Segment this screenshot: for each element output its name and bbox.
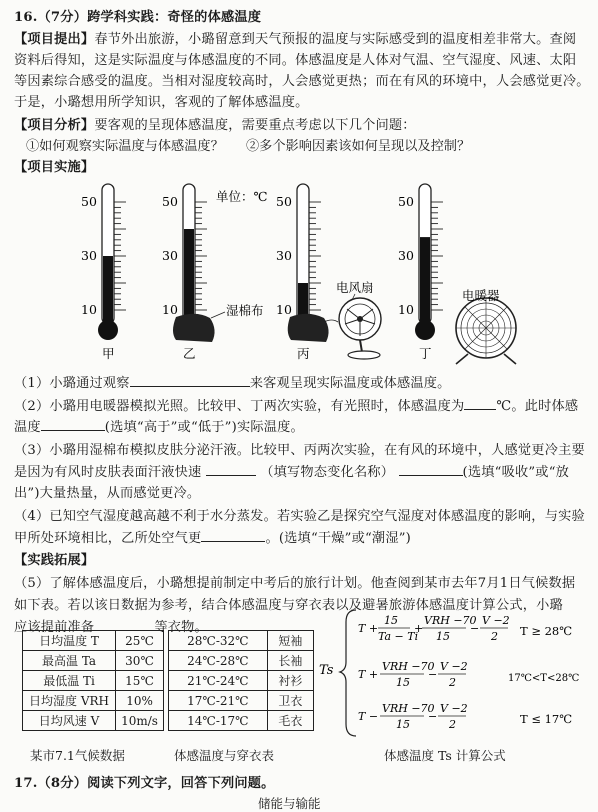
formula-caption: 体感温度 Ts 计算公式	[384, 748, 506, 763]
climate-cell: 日均风速 V	[23, 711, 116, 731]
fan-label: 电风扇	[336, 280, 374, 295]
q2-text-a: （2）小璐用电暖器模拟光照。比较甲、丁两次实验，有光照时，体感温度为	[14, 399, 465, 414]
q4-text-b: 甲所处环境相比，乙所处空气更	[14, 531, 202, 546]
clothing-row	[169, 711, 314, 731]
svg-text:Ta − Ti: Ta − Ti	[378, 630, 419, 643]
question-title: 16.（7分）跨学科实践：奇怪的体感温度	[14, 10, 262, 25]
clothing-row	[169, 651, 314, 671]
clothing-row	[169, 671, 314, 691]
tick-label: 50	[398, 194, 414, 209]
electric-heater-icon	[456, 298, 516, 364]
analysis-head: 【项目分析】	[14, 118, 95, 133]
tick-label: 10	[162, 302, 178, 317]
clothing-cell: 卫衣	[267, 691, 313, 711]
climate-cell: 30℃	[116, 651, 164, 671]
thermometer-liquid	[184, 229, 194, 324]
intro-head: 【项目提出】	[14, 32, 95, 47]
experiment-figure	[0, 172, 598, 368]
climate-row	[23, 631, 164, 651]
q2-answer-blank-2[interactable]	[41, 418, 105, 431]
climate-cell: 25℃	[116, 631, 164, 651]
issue-1: ①如何观察实际温度与体感温度？	[26, 139, 224, 154]
tick-label: 30	[276, 248, 292, 263]
intro-line-2: 资料后得知，这是实际温度与体感温度的不同。体感温度是人体对气温、空气湿度、风速、太阳	[14, 53, 577, 68]
formula-ts: Ts	[319, 663, 334, 678]
svg-text:−: −	[428, 668, 438, 681]
clothing-cell: 17℃-21℃	[169, 691, 268, 711]
svg-text:2: 2	[491, 630, 498, 643]
q2-answer-blank-1[interactable]	[464, 397, 496, 410]
q3-line-3: 出”)大量热量，从而感觉更冷。	[14, 486, 201, 501]
formula-cond-3: T ≤ 17℃	[520, 712, 573, 726]
q4-line-2	[14, 527, 411, 546]
climate-cell: 最高温 Ta	[23, 651, 116, 671]
svg-text:V −2: V −2	[440, 660, 468, 673]
intro-line-1	[14, 28, 576, 47]
tick-label: 50	[276, 194, 292, 209]
thermometer-liquid	[103, 256, 113, 324]
svg-text:15: 15	[396, 676, 410, 689]
intro-text: 春节外出旅游，小璐留意到天气预报的温度与实际感受到的温度相差非常大。查阅	[94, 32, 577, 47]
extension-head: 【实践拓展】	[14, 553, 95, 568]
tick-label: 30	[81, 248, 97, 263]
q1-text-b: 来客观呈现实际温度或体感温度。	[249, 376, 451, 391]
svg-text:−: −	[470, 622, 480, 635]
svg-text:15: 15	[384, 614, 398, 627]
climate-cell: 日均湿度 VRH	[23, 691, 116, 711]
q2-line-1	[14, 395, 578, 414]
wet-cloth-bing	[288, 314, 329, 342]
clothing-cell: 短袖	[267, 631, 313, 651]
issue-2: ②多个影响因素该如何呈现以及控制？	[246, 139, 471, 154]
svg-text:V −2: V −2	[482, 614, 510, 627]
q17-subtitle: 储能与输能	[258, 796, 321, 811]
svg-text:+: +	[414, 622, 424, 635]
q3-answer-blank-1[interactable]	[206, 463, 256, 476]
tick-label: 30	[162, 248, 178, 263]
formula-case-1	[358, 614, 510, 643]
svg-text:−: −	[428, 710, 438, 723]
climate-cell: 最低温 Ti	[23, 671, 116, 691]
q3-line-1: （3）小璐用湿棉布模拟皮肤分泌汗液。比较甲、丙两次实验，在有风的环境中，人感觉更冷主要	[14, 443, 585, 458]
svg-text:2: 2	[449, 676, 456, 689]
svg-text:T −: T −	[358, 710, 379, 723]
q5-line-1: （5）了解体感温度后，小璐想提前制定中考后的旅行计划。他查阅到某市去年7月1日气候数据	[14, 576, 576, 591]
clothing-cell: 28℃-32℃	[169, 631, 268, 651]
q4-line-1: （4）已知空气湿度越高越不利于水分蒸发。若实验乙是探究空气湿度对体感温度的影响，与实验	[14, 509, 585, 524]
q5-text-c: 应该提前准备	[14, 620, 95, 635]
thermometer-label: 甲	[102, 346, 115, 361]
svg-text:T +: T +	[358, 668, 379, 681]
formula-case-3	[358, 702, 468, 731]
svg-text:VRH −70: VRH −70	[424, 614, 477, 627]
formula-block	[316, 606, 596, 746]
clothing-row	[169, 691, 314, 711]
electric-fan-icon	[324, 298, 381, 359]
svg-text:VRH −70: VRH −70	[382, 660, 435, 673]
climate-cell: 日均温度 T	[23, 631, 116, 651]
unit-label: 单位：℃	[216, 189, 268, 204]
q4-text-c: 。(选填“干燥”或“潮湿”)	[265, 531, 411, 546]
clothing-cell: 21℃-24℃	[169, 671, 268, 691]
thermometer-group	[81, 184, 443, 361]
svg-text:T +: T +	[358, 622, 379, 635]
clothing-row	[169, 631, 314, 651]
thermometer-label: 乙	[183, 346, 196, 361]
q1-text-a: （1）小璐通过观察	[14, 376, 130, 391]
wet-cloth-yi	[173, 314, 215, 342]
climate-cell: 10m/s	[116, 711, 164, 731]
climate-caption: 某市7.1气候数据	[30, 748, 125, 763]
thermometer-label: 丁	[419, 346, 432, 361]
clothing-table	[168, 630, 314, 731]
q2-text-d: (选填“高于”或“低于”)实际温度。	[104, 420, 304, 435]
clothing-caption: 体感温度与穿衣表	[174, 748, 275, 763]
climate-table	[22, 630, 164, 731]
formula-cond-2: 17℃<T<28℃	[508, 673, 580, 684]
climate-row	[23, 671, 164, 691]
q4-answer-blank[interactable]	[201, 529, 265, 542]
clothing-cell: 24℃-28℃	[169, 651, 268, 671]
q1-answer-blank[interactable]	[130, 374, 250, 387]
tick-label: 10	[276, 302, 292, 317]
svg-text:15: 15	[436, 630, 450, 643]
implementation-head: 【项目实施】	[14, 160, 95, 175]
climate-row	[23, 711, 164, 731]
q1-line	[14, 372, 451, 391]
svg-text:2: 2	[449, 718, 456, 731]
q5-text-d: 等衣物。	[154, 620, 208, 635]
analysis-line	[14, 114, 416, 133]
intro-line-3: 等因素综合感受的温度。当相对湿度较高时，人会感觉更热；而在有风的环境中，人会感觉更冷。	[14, 74, 590, 89]
climate-cell: 10%	[116, 691, 164, 711]
q2-line-2	[14, 416, 304, 435]
clothing-cell: 14℃-17℃	[169, 711, 268, 731]
thermometer-label: 丙	[297, 346, 310, 361]
tick-label: 10	[398, 302, 414, 317]
q2-text-c: 温度	[14, 420, 41, 435]
q3-text-b: 是因为有风时皮肤表面汗液快速	[14, 465, 202, 480]
thermometer-liquid	[420, 237, 430, 324]
clothing-cell: 毛衣	[267, 711, 313, 731]
clothing-cell: 衬衫	[267, 671, 313, 691]
climate-row	[23, 691, 164, 711]
analysis-text: 要客观的呈现体感温度，需要重点考虑以下几个问题：	[94, 118, 416, 133]
svg-text:V −2: V −2	[440, 702, 468, 715]
heater-label: 电暖器	[462, 288, 500, 303]
q3-answer-blank-2[interactable]	[399, 463, 463, 476]
intro-line-4: 于是，小璐想用所学知识，客观的了解体感温度。	[14, 95, 309, 110]
q3-text-c: （填写物态变化名称）	[260, 465, 395, 480]
tick-label: 50	[81, 194, 97, 209]
thermometer-4	[398, 184, 443, 361]
clothing-cell: 长袖	[267, 651, 313, 671]
tick-label: 10	[81, 302, 97, 317]
q3-text-d: (选填“吸收”或“放	[462, 465, 570, 480]
q3-line-2	[14, 461, 569, 480]
thermometer-1	[81, 184, 126, 361]
climate-cell: 15℃	[116, 671, 164, 691]
climate-row	[23, 651, 164, 671]
q2-text-b: ℃。此时体感	[496, 399, 579, 414]
tick-label: 50	[162, 194, 178, 209]
formula-case-2	[358, 660, 468, 689]
wet-cloth-label: 湿棉布	[226, 303, 264, 318]
svg-text:VRH −70: VRH −70	[382, 702, 435, 715]
tick-label: 30	[398, 248, 414, 263]
q17-title: 17.（8分）阅读下列文字，回答下列问题。	[14, 776, 275, 791]
q5-line-2: 如下表。若以该日数据为参考，结合体感温度与穿衣表以及避暑旅游体感温度计算公式，小璐	[14, 598, 563, 613]
svg-text:15: 15	[396, 718, 410, 731]
formula-cond-1: T ≥ 28℃	[520, 624, 573, 638]
